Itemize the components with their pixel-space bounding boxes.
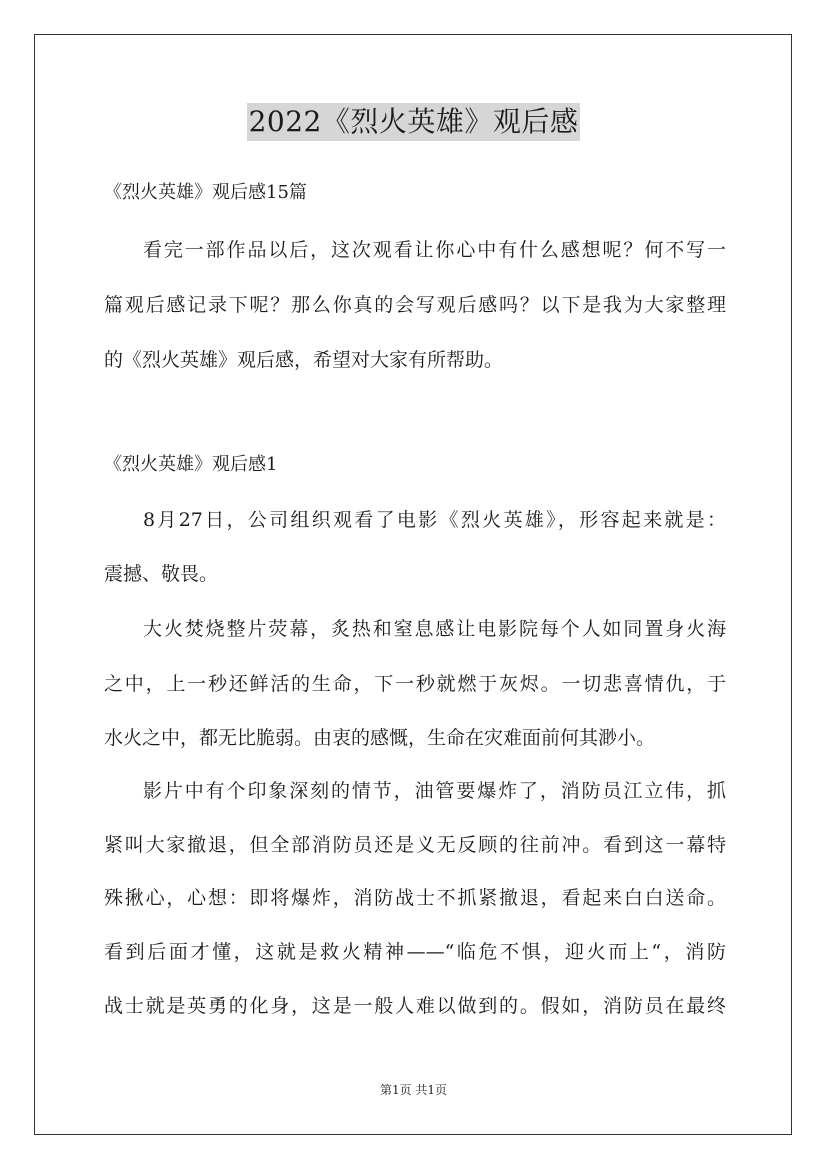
document-title: 2022《烈火英雄》观后感 <box>247 103 581 141</box>
intro-line-2: 篇观后感记录下呢？那么你真的会写观后感吗？以下是我为大家整理 <box>104 294 726 316</box>
para2-line-3: 水火之中，都无比脆弱。由衷的感慨，生命在灾难面前何其渺小。 <box>104 727 656 749</box>
intro-line-3: 的《烈火英雄》观后感，希望对大家有所帮助。 <box>104 349 504 371</box>
para3-line-1: 影片中有个印象深刻的情节，油管要爆炸了，消防员江立伟，抓 <box>143 780 726 802</box>
para3-line-3: 殊揪心，心想：即将爆炸，消防战士不抓紧撤退，看起来白白送命。 <box>104 887 726 909</box>
para3-line-2: 紧叫大家撤退，但全部消防员还是义无反顾的往前冲。看到这一幕特 <box>104 834 726 856</box>
para2-line-1: 大火焚烧整片荧幕，炙热和窒息感让电影院每个人如同置身火海 <box>143 618 726 640</box>
para1-line-2: 震撼、敬畏。 <box>104 563 219 585</box>
para3-line-5: 战士就是英勇的化身，这是一般人难以做到的。假如，消防员在最终 <box>104 995 726 1017</box>
para2-line-2: 之中，上一秒还鲜活的生命，下一秒就燃于灰烬。一切悲喜情仇，于 <box>104 673 726 695</box>
title-container <box>0 103 827 141</box>
para1-line-1: 8月27日，公司组织观看了电影《烈火英雄》，形容起来就是： <box>143 509 726 531</box>
para3-line-4: 看到后面才懂，这就是救火精神——“临危不惧，迎火而上“，消防 <box>104 941 726 963</box>
section-heading: 《烈火英雄》观后感1 <box>104 454 278 475</box>
document-subtitle: 《烈火英雄》观后感15篇 <box>104 182 307 203</box>
page-footer: 第1页 共1页 <box>379 1083 448 1097</box>
intro-line-1: 看完一部作品以后，这次观看让你心中有什么感想呢？何不写一 <box>143 239 726 261</box>
